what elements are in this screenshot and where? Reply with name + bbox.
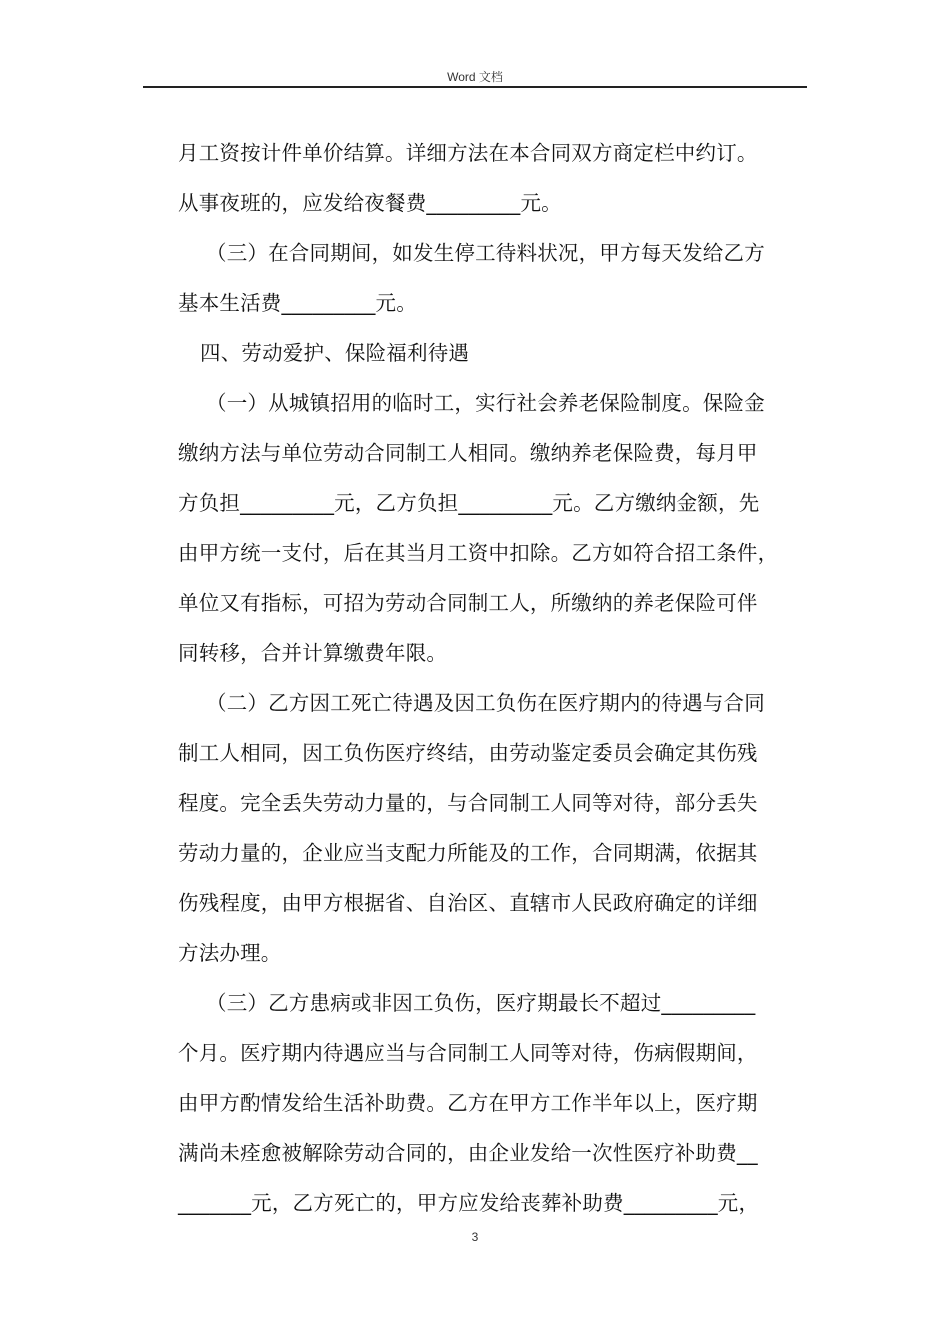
body-line: 程度。完全丢失劳动力量的，与合同制工人同等对待，部分丢失 <box>178 791 758 815</box>
section-heading: 四、劳动爱护、保险福利待遇 <box>200 341 470 365</box>
body-line: 个月。医疗期内待遇应当与合同制工人同等对待，伤病假期间， <box>178 1041 758 1065</box>
body-line: 由甲方统一支付，后在其当月工资中扣除。乙方如符合招工条件， <box>178 541 779 565</box>
header-divider <box>143 86 807 88</box>
body-line: 伤残程度，由甲方根据省、自治区、直辖市人民政府确定的详细 <box>178 891 758 915</box>
body-line: 由甲方酌情发给生活补助费。乙方在甲方工作半年以上，医疗期 <box>178 1091 758 1115</box>
body-line: 月工资按计件单价结算。详细方法在本合同双方商定栏中约订。 <box>178 141 758 165</box>
body-line: 方负担_________元，乙方负担_________元。乙方缴纳金额，先 <box>178 491 760 515</box>
page-header: Word 文档 <box>447 70 503 84</box>
body-line: 劳动力量的，企业应当支配力所能及的工作，合同期满，依据其 <box>178 841 758 865</box>
body-line: （一）从城镇招用的临时工，实行社会养老保险制度。保险金 <box>206 391 765 415</box>
page-number: 3 <box>471 1230 479 1244</box>
document-body <box>178 128 810 1228</box>
body-line: 方法办理。 <box>178 941 282 965</box>
body-line: 基本生活费_________元。 <box>178 291 417 315</box>
body-line: 单位又有指标，可招为劳动合同制工人，所缴纳的养老保险可伴 <box>178 591 758 615</box>
body-line: 同转移，合并计算缴费年限。 <box>178 641 448 665</box>
body-line: （三）在合同期间，如发生停工待料状况，甲方每天发给乙方 <box>206 241 765 265</box>
body-line: 满尚未痊愈被解除劳动合同的，由企业发给一次性医疗补助费__ <box>178 1141 758 1165</box>
body-line: 从事夜班的，应发给夜餐费_________元。 <box>178 191 562 215</box>
body-line: 缴纳方法与单位劳动合同制工人相同。缴纳养老保险费，每月甲 <box>178 441 758 465</box>
body-line: _______元，乙方死亡的，甲方应发给丧葬补助费_________元， <box>178 1191 760 1215</box>
body-line: （二）乙方因工死亡待遇及因工负伤在医疗期内的待遇与合同 <box>206 691 765 715</box>
body-line: （三）乙方患病或非因工负伤，医疗期最长不超过_________ <box>206 991 756 1015</box>
body-line: 制工人相同，因工负伤医疗终结，由劳动鉴定委员会确定其伤残 <box>178 741 758 765</box>
